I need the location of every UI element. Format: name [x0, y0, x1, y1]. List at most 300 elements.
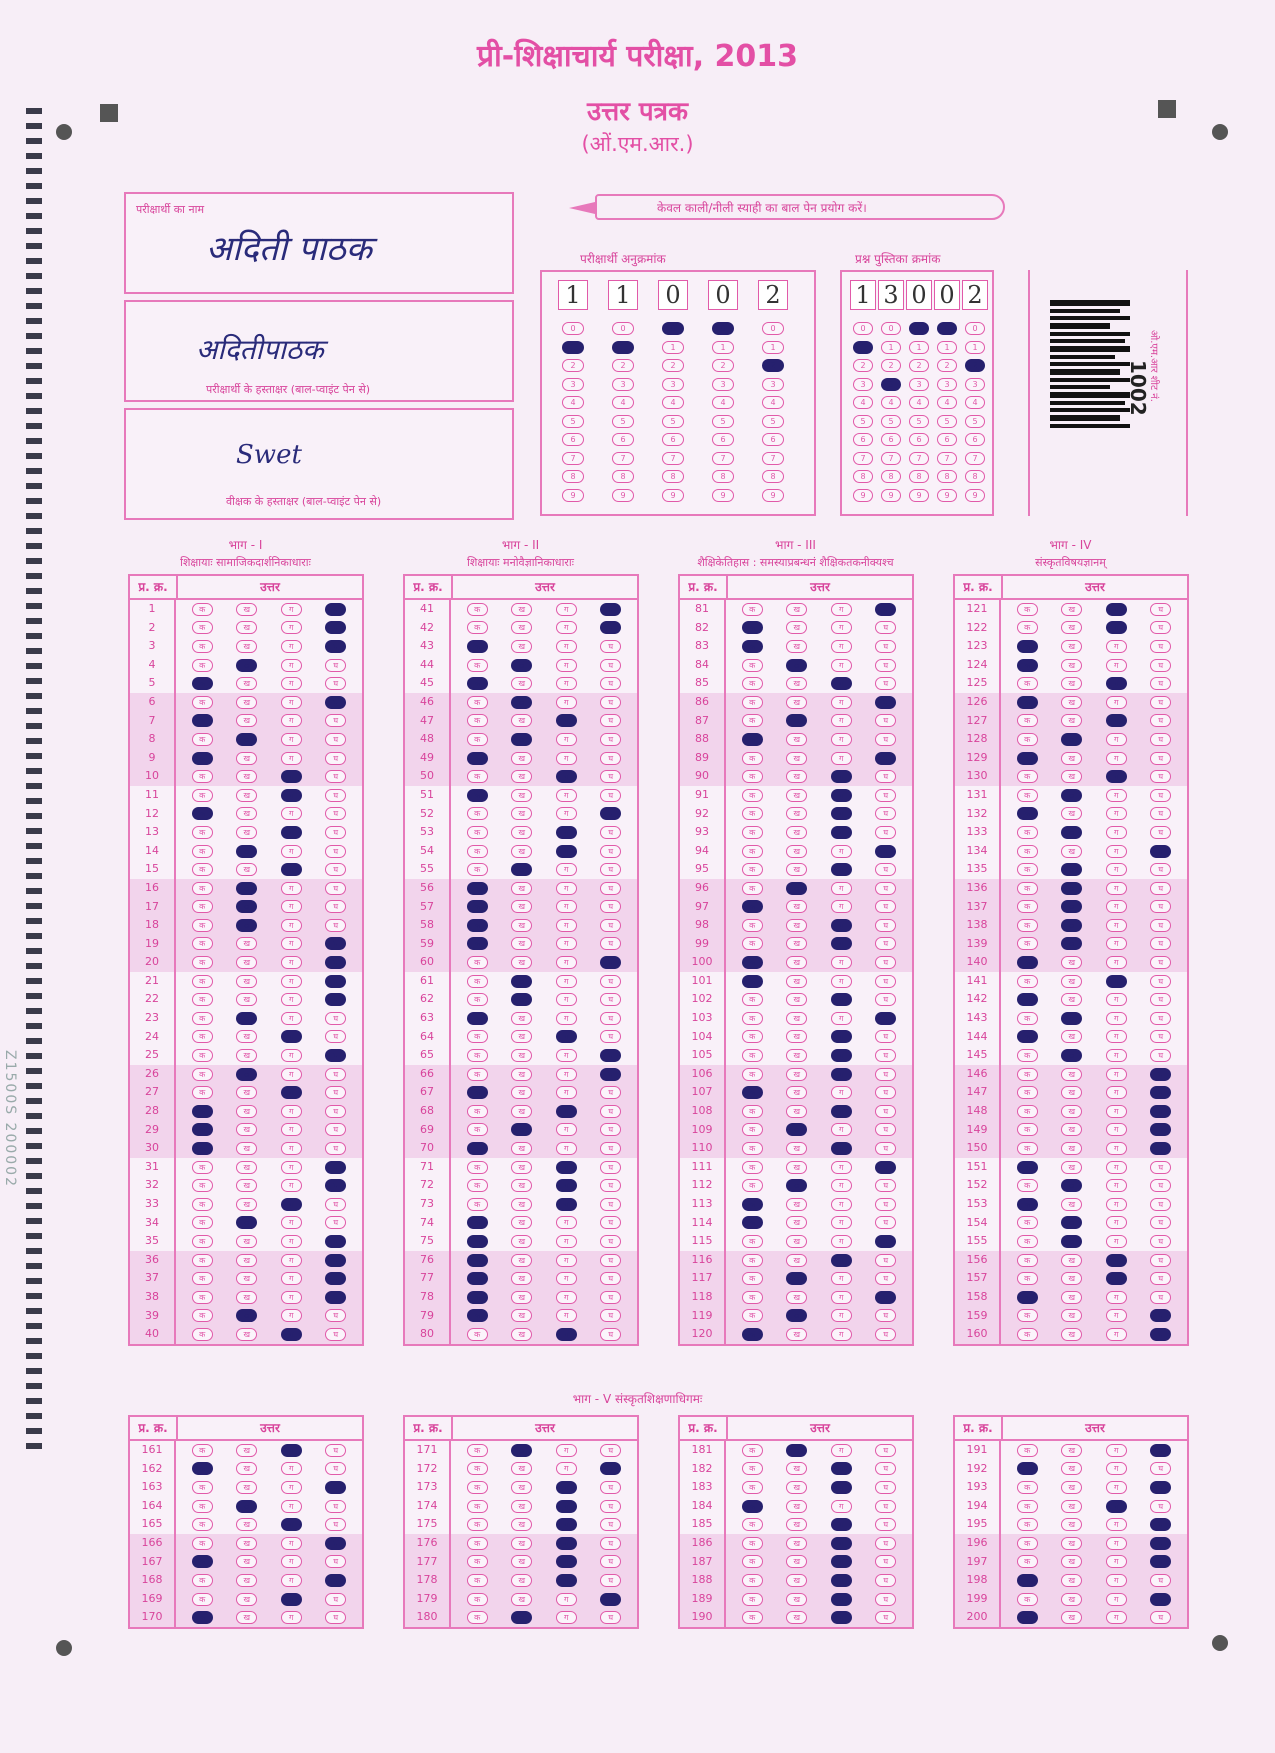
answer-bubble[interactable]: घ [875, 677, 896, 690]
digit-bubble[interactable]: 6 [909, 433, 929, 446]
answer-bubble[interactable]: घ [600, 770, 621, 783]
answer-bubble[interactable]: ख [786, 659, 807, 672]
answer-bubble[interactable]: ग [1106, 789, 1127, 802]
answer-bubble[interactable]: क [467, 603, 488, 616]
answer-bubble[interactable]: घ [600, 1161, 621, 1174]
answer-bubble[interactable]: घ [1150, 1555, 1171, 1568]
answer-bubble[interactable]: घ [600, 789, 621, 802]
digit-bubble[interactable]: 7 [762, 452, 784, 465]
answer-bubble[interactable]: घ [600, 826, 621, 839]
answer-bubble[interactable]: ख [786, 1500, 807, 1513]
digit-bubble[interactable]: 0 [937, 322, 957, 335]
answer-bubble[interactable]: घ [325, 1574, 346, 1587]
digit-bubble[interactable]: 8 [562, 470, 584, 483]
answer-bubble[interactable]: क [192, 1161, 213, 1174]
answer-bubble[interactable]: ग [281, 621, 302, 634]
answer-bubble[interactable]: घ [600, 993, 621, 1006]
answer-bubble[interactable]: क [742, 1049, 763, 1062]
answer-bubble[interactable]: ग [556, 789, 577, 802]
answer-bubble[interactable]: क [192, 1555, 213, 1568]
answer-bubble[interactable]: ख [1061, 659, 1082, 672]
answer-bubble[interactable]: घ [325, 1555, 346, 1568]
answer-bubble[interactable]: क [192, 1068, 213, 1081]
answer-bubble[interactable]: ग [281, 1328, 302, 1341]
answer-bubble[interactable]: ग [1106, 752, 1127, 765]
answer-bubble[interactable]: ग [556, 1235, 577, 1248]
answer-bubble[interactable]: ग [831, 677, 852, 690]
digit-bubble[interactable]: 5 [612, 415, 634, 428]
answer-bubble[interactable]: घ [1150, 770, 1171, 783]
answer-bubble[interactable]: क [192, 1086, 213, 1099]
answer-bubble[interactable]: ख [1061, 900, 1082, 913]
answer-bubble[interactable]: ख [1061, 1537, 1082, 1550]
answer-bubble[interactable]: घ [325, 677, 346, 690]
answer-bubble[interactable]: ख [1061, 1611, 1082, 1624]
answer-bubble[interactable]: ख [786, 714, 807, 727]
answer-bubble[interactable]: ख [1061, 1216, 1082, 1229]
answer-bubble[interactable]: घ [875, 956, 896, 969]
answer-bubble[interactable]: क [192, 975, 213, 988]
digit-bubble[interactable]: 3 [662, 378, 684, 391]
answer-bubble[interactable]: ग [556, 826, 577, 839]
answer-bubble[interactable]: क [467, 1462, 488, 1475]
answer-bubble[interactable]: घ [875, 1123, 896, 1136]
answer-bubble[interactable]: ग [556, 1537, 577, 1550]
answer-bubble[interactable]: ख [1061, 1462, 1082, 1475]
answer-bubble[interactable]: ग [281, 1254, 302, 1267]
answer-bubble[interactable]: ख [236, 1291, 257, 1304]
answer-bubble[interactable]: ख [1061, 1574, 1082, 1587]
answer-bubble[interactable]: ख [236, 659, 257, 672]
answer-bubble[interactable]: क [742, 993, 763, 1006]
answer-bubble[interactable]: ग [556, 975, 577, 988]
digit-bubble[interactable]: 5 [909, 415, 929, 428]
answer-bubble[interactable]: ग [281, 1216, 302, 1229]
answer-bubble[interactable]: ग [281, 1611, 302, 1624]
answer-bubble[interactable]: घ [1150, 1198, 1171, 1211]
digit-bubble[interactable]: 3 [909, 378, 929, 391]
answer-bubble[interactable]: क [467, 789, 488, 802]
digit-bubble[interactable]: 7 [562, 452, 584, 465]
answer-bubble[interactable]: घ [325, 937, 346, 950]
answer-bubble[interactable]: घ [600, 621, 621, 634]
answer-bubble[interactable]: क [467, 1537, 488, 1550]
answer-bubble[interactable]: घ [875, 1574, 896, 1587]
answer-bubble[interactable]: क [192, 826, 213, 839]
answer-bubble[interactable]: घ [1150, 1309, 1171, 1322]
answer-bubble[interactable]: ख [511, 1086, 532, 1099]
answer-bubble[interactable]: ग [556, 1142, 577, 1155]
answer-bubble[interactable]: ख [786, 603, 807, 616]
answer-bubble[interactable]: ख [511, 1518, 532, 1531]
answer-bubble[interactable]: क [1017, 975, 1038, 988]
digit-bubble[interactable]: 8 [909, 470, 929, 483]
answer-bubble[interactable]: क [742, 1086, 763, 1099]
answer-bubble[interactable]: क [742, 1574, 763, 1587]
answer-bubble[interactable]: ग [831, 714, 852, 727]
answer-bubble[interactable]: ख [1061, 1086, 1082, 1099]
digit-bubble[interactable]: 7 [881, 452, 901, 465]
answer-bubble[interactable]: घ [325, 1309, 346, 1322]
answer-bubble[interactable]: ख [786, 1555, 807, 1568]
digit-bubble[interactable]: 3 [881, 378, 901, 391]
answer-bubble[interactable]: घ [600, 1500, 621, 1513]
answer-bubble[interactable]: क [1017, 1049, 1038, 1062]
answer-bubble[interactable]: क [1017, 1161, 1038, 1174]
answer-bubble[interactable]: क [467, 621, 488, 634]
answer-bubble[interactable]: ख [511, 826, 532, 839]
answer-bubble[interactable]: ख [511, 696, 532, 709]
answer-bubble[interactable]: घ [600, 1291, 621, 1304]
answer-bubble[interactable]: ख [1061, 1105, 1082, 1118]
answer-bubble[interactable]: ग [1106, 1537, 1127, 1550]
answer-bubble[interactable]: ख [236, 1105, 257, 1118]
answer-bubble[interactable]: ख [236, 1030, 257, 1043]
answer-bubble[interactable]: क [1017, 1518, 1038, 1531]
answer-bubble[interactable]: ग [1106, 1555, 1127, 1568]
answer-bubble[interactable]: घ [600, 1105, 621, 1118]
digit-bubble[interactable]: 4 [562, 396, 584, 409]
answer-bubble[interactable]: ख [236, 900, 257, 913]
answer-bubble[interactable]: ख [511, 1481, 532, 1494]
answer-bubble[interactable]: ख [511, 1216, 532, 1229]
answer-bubble[interactable]: घ [875, 1105, 896, 1118]
answer-bubble[interactable]: ख [511, 937, 532, 950]
answer-bubble[interactable]: क [742, 1611, 763, 1624]
digit-bubble[interactable]: 0 [662, 322, 684, 335]
answer-bubble[interactable]: ख [786, 993, 807, 1006]
answer-bubble[interactable]: ग [1106, 1123, 1127, 1136]
answer-bubble[interactable]: ख [511, 807, 532, 820]
answer-bubble[interactable]: ग [831, 900, 852, 913]
answer-bubble[interactable]: क [742, 659, 763, 672]
answer-bubble[interactable]: क [467, 919, 488, 932]
answer-bubble[interactable]: ग [556, 1574, 577, 1587]
answer-bubble[interactable]: घ [600, 975, 621, 988]
answer-bubble[interactable]: घ [325, 603, 346, 616]
answer-bubble[interactable]: क [192, 1030, 213, 1043]
digit-bubble[interactable]: 1 [612, 341, 634, 354]
answer-bubble[interactable]: ख [236, 1161, 257, 1174]
answer-bubble[interactable]: ग [281, 770, 302, 783]
answer-bubble[interactable]: क [1017, 1254, 1038, 1267]
answer-bubble[interactable]: ख [786, 1086, 807, 1099]
answer-bubble[interactable]: ख [786, 900, 807, 913]
answer-bubble[interactable]: क [467, 1030, 488, 1043]
answer-bubble[interactable]: घ [325, 1142, 346, 1155]
answer-bubble[interactable]: क [1017, 1444, 1038, 1457]
answer-bubble[interactable]: ग [556, 937, 577, 950]
answer-bubble[interactable]: क [192, 1309, 213, 1322]
answer-bubble[interactable]: ग [831, 1123, 852, 1136]
answer-bubble[interactable]: घ [1150, 919, 1171, 932]
answer-bubble[interactable]: क [467, 863, 488, 876]
answer-bubble[interactable]: ग [831, 696, 852, 709]
answer-bubble[interactable]: क [1017, 1012, 1038, 1025]
answer-bubble[interactable]: घ [875, 1254, 896, 1267]
answer-bubble[interactable]: ग [556, 752, 577, 765]
answer-bubble[interactable]: ख [1061, 1309, 1082, 1322]
answer-bubble[interactable]: ख [786, 1518, 807, 1531]
answer-bubble[interactable]: घ [600, 1272, 621, 1285]
answer-bubble[interactable]: घ [1150, 1142, 1171, 1155]
answer-bubble[interactable]: ग [1106, 1030, 1127, 1043]
answer-bubble[interactable]: क [192, 733, 213, 746]
answer-bubble[interactable]: क [192, 1254, 213, 1267]
answer-bubble[interactable]: घ [1150, 714, 1171, 727]
answer-bubble[interactable]: ख [1061, 1444, 1082, 1457]
answer-bubble[interactable]: ख [786, 1328, 807, 1341]
answer-bubble[interactable]: ग [281, 993, 302, 1006]
answer-bubble[interactable]: क [1017, 956, 1038, 969]
answer-bubble[interactable]: घ [1150, 659, 1171, 672]
digit-bubble[interactable]: 2 [662, 359, 684, 372]
answer-bubble[interactable]: ग [831, 621, 852, 634]
answer-bubble[interactable]: घ [600, 919, 621, 932]
answer-bubble[interactable]: क [192, 1462, 213, 1475]
answer-bubble[interactable]: घ [1150, 1500, 1171, 1513]
answer-bubble[interactable]: घ [600, 1518, 621, 1531]
answer-bubble[interactable]: ख [236, 1518, 257, 1531]
answer-bubble[interactable]: ग [1106, 1500, 1127, 1513]
answer-bubble[interactable]: क [1017, 714, 1038, 727]
answer-bubble[interactable]: घ [325, 789, 346, 802]
answer-bubble[interactable]: क [192, 1105, 213, 1118]
answer-bubble[interactable]: ख [511, 659, 532, 672]
answer-bubble[interactable]: ख [511, 733, 532, 746]
answer-bubble[interactable]: ख [1061, 733, 1082, 746]
answer-bubble[interactable]: घ [325, 863, 346, 876]
answer-bubble[interactable]: घ [875, 1012, 896, 1025]
answer-bubble[interactable]: घ [1150, 1012, 1171, 1025]
answer-bubble[interactable]: ग [1106, 993, 1127, 1006]
answer-bubble[interactable]: घ [1150, 1291, 1171, 1304]
answer-bubble[interactable]: घ [1150, 1123, 1171, 1136]
digit-bubble[interactable]: 9 [853, 489, 873, 502]
answer-bubble[interactable]: घ [600, 1555, 621, 1568]
answer-bubble[interactable]: ग [831, 1291, 852, 1304]
answer-bubble[interactable]: क [742, 1593, 763, 1606]
answer-bubble[interactable]: क [1017, 1086, 1038, 1099]
answer-bubble[interactable]: ख [236, 714, 257, 727]
digit-bubble[interactable]: 7 [965, 452, 985, 465]
answer-bubble[interactable]: क [467, 1105, 488, 1118]
answer-bubble[interactable]: ख [511, 1309, 532, 1322]
answer-bubble[interactable]: ख [786, 1254, 807, 1267]
digit-bubble[interactable]: 1 [562, 341, 584, 354]
answer-bubble[interactable]: घ [325, 807, 346, 820]
answer-bubble[interactable]: ग [831, 1216, 852, 1229]
answer-bubble[interactable]: घ [325, 1462, 346, 1475]
answer-bubble[interactable]: ग [556, 1272, 577, 1285]
answer-bubble[interactable]: ग [1106, 1049, 1127, 1062]
answer-bubble[interactable]: ग [556, 1161, 577, 1174]
answer-bubble[interactable]: ग [281, 659, 302, 672]
digit-bubble[interactable]: 7 [937, 452, 957, 465]
answer-bubble[interactable]: क [192, 770, 213, 783]
answer-bubble[interactable]: ग [831, 1309, 852, 1322]
answer-bubble[interactable]: ग [281, 807, 302, 820]
answer-bubble[interactable]: ख [786, 1030, 807, 1043]
answer-bubble[interactable]: ग [556, 1030, 577, 1043]
answer-bubble[interactable]: घ [875, 1328, 896, 1341]
answer-bubble[interactable]: घ [875, 1030, 896, 1043]
answer-bubble[interactable]: क [467, 1444, 488, 1457]
answer-bubble[interactable]: ग [1106, 1444, 1127, 1457]
answer-bubble[interactable]: क [1017, 603, 1038, 616]
answer-bubble[interactable]: घ [1150, 1462, 1171, 1475]
digit-bubble[interactable]: 6 [612, 433, 634, 446]
answer-bubble[interactable]: क [1017, 677, 1038, 690]
answer-bubble[interactable]: घ [325, 1500, 346, 1513]
answer-bubble[interactable]: क [742, 621, 763, 634]
answer-bubble[interactable]: क [742, 956, 763, 969]
answer-bubble[interactable]: ग [281, 1105, 302, 1118]
answer-bubble[interactable]: घ [325, 1216, 346, 1229]
answer-bubble[interactable]: घ [325, 1328, 346, 1341]
answer-bubble[interactable]: ख [786, 975, 807, 988]
answer-bubble[interactable]: ख [786, 1272, 807, 1285]
answer-bubble[interactable]: घ [875, 770, 896, 783]
answer-bubble[interactable]: घ [600, 1123, 621, 1136]
answer-bubble[interactable]: ख [786, 696, 807, 709]
answer-bubble[interactable]: घ [1150, 1235, 1171, 1248]
digit-bubble[interactable]: 0 [712, 322, 734, 335]
answer-bubble[interactable]: घ [1150, 1254, 1171, 1267]
answer-bubble[interactable]: क [192, 677, 213, 690]
answer-bubble[interactable]: घ [875, 1086, 896, 1099]
answer-bubble[interactable]: ख [511, 1462, 532, 1475]
answer-bubble[interactable]: ख [1061, 1593, 1082, 1606]
answer-bubble[interactable]: ग [556, 1254, 577, 1267]
answer-bubble[interactable]: ग [281, 1086, 302, 1099]
digit-bubble[interactable]: 8 [853, 470, 873, 483]
answer-bubble[interactable]: ख [236, 1049, 257, 1062]
answer-bubble[interactable]: ग [281, 1030, 302, 1043]
answer-bubble[interactable]: ग [281, 900, 302, 913]
answer-bubble[interactable]: घ [325, 1086, 346, 1099]
answer-bubble[interactable]: ख [236, 956, 257, 969]
answer-bubble[interactable]: घ [1150, 1444, 1171, 1457]
answer-bubble[interactable]: ख [786, 1537, 807, 1550]
answer-bubble[interactable]: घ [325, 1030, 346, 1043]
answer-bubble[interactable]: क [192, 752, 213, 765]
answer-bubble[interactable]: क [467, 677, 488, 690]
answer-bubble[interactable]: ग [281, 1179, 302, 1192]
answer-bubble[interactable]: क [467, 956, 488, 969]
answer-bubble[interactable]: ग [1106, 1179, 1127, 1192]
answer-bubble[interactable]: ग [831, 770, 852, 783]
digit-bubble[interactable]: 8 [762, 470, 784, 483]
answer-bubble[interactable]: ख [236, 1235, 257, 1248]
answer-bubble[interactable]: क [467, 1161, 488, 1174]
answer-bubble[interactable]: ग [831, 1500, 852, 1513]
digit-bubble[interactable]: 2 [909, 359, 929, 372]
answer-bubble[interactable]: ख [1061, 1328, 1082, 1341]
answer-bubble[interactable]: ख [1061, 603, 1082, 616]
answer-bubble[interactable]: ख [236, 1537, 257, 1550]
answer-bubble[interactable]: घ [600, 1012, 621, 1025]
answer-bubble[interactable]: क [1017, 1272, 1038, 1285]
answer-bubble[interactable]: ख [236, 1555, 257, 1568]
digit-bubble[interactable]: 4 [662, 396, 684, 409]
answer-bubble[interactable]: ग [1106, 1068, 1127, 1081]
answer-bubble[interactable]: ख [236, 1198, 257, 1211]
answer-bubble[interactable]: क [192, 1500, 213, 1513]
answer-bubble[interactable]: घ [600, 714, 621, 727]
answer-bubble[interactable]: ग [556, 621, 577, 634]
digit-bubble[interactable]: 5 [662, 415, 684, 428]
answer-bubble[interactable]: घ [875, 1049, 896, 1062]
answer-bubble[interactable]: ग [831, 752, 852, 765]
answer-bubble[interactable]: घ [1150, 1611, 1171, 1624]
answer-bubble[interactable]: ख [236, 1123, 257, 1136]
answer-bubble[interactable]: ग [556, 1198, 577, 1211]
answer-bubble[interactable]: ख [511, 1537, 532, 1550]
answer-bubble[interactable]: ग [281, 1518, 302, 1531]
answer-bubble[interactable]: ख [1061, 1555, 1082, 1568]
answer-bubble[interactable]: घ [600, 882, 621, 895]
answer-bubble[interactable]: ख [1061, 919, 1082, 932]
answer-bubble[interactable]: ग [1106, 621, 1127, 634]
answer-bubble[interactable]: क [742, 1481, 763, 1494]
answer-bubble[interactable]: क [1017, 1179, 1038, 1192]
answer-bubble[interactable]: क [467, 1068, 488, 1081]
answer-bubble[interactable]: ग [556, 603, 577, 616]
answer-bubble[interactable]: ग [1106, 826, 1127, 839]
answer-bubble[interactable]: ग [281, 1161, 302, 1174]
digit-bubble[interactable]: 8 [612, 470, 634, 483]
answer-bubble[interactable]: ग [556, 807, 577, 820]
answer-bubble[interactable]: क [467, 1481, 488, 1494]
answer-bubble[interactable]: ख [511, 677, 532, 690]
answer-bubble[interactable]: घ [325, 659, 346, 672]
answer-bubble[interactable]: घ [325, 640, 346, 653]
digit-bubble[interactable]: 8 [937, 470, 957, 483]
answer-bubble[interactable]: ग [1106, 1198, 1127, 1211]
digit-bubble[interactable]: 5 [965, 415, 985, 428]
answer-bubble[interactable]: क [192, 882, 213, 895]
answer-bubble[interactable]: घ [600, 752, 621, 765]
answer-bubble[interactable]: क [742, 1537, 763, 1550]
digit-bubble[interactable]: 6 [762, 433, 784, 446]
answer-bubble[interactable]: क [742, 1142, 763, 1155]
answer-bubble[interactable]: घ [1150, 826, 1171, 839]
digit-bubble[interactable]: 3 [853, 378, 873, 391]
answer-bubble[interactable]: क [1017, 1030, 1038, 1043]
answer-bubble[interactable]: ख [236, 1142, 257, 1155]
answer-bubble[interactable]: ग [281, 845, 302, 858]
answer-bubble[interactable]: ग [281, 733, 302, 746]
answer-bubble[interactable]: ख [511, 1328, 532, 1341]
answer-bubble[interactable]: ख [786, 919, 807, 932]
answer-bubble[interactable]: ग [281, 919, 302, 932]
answer-bubble[interactable]: ग [1106, 1309, 1127, 1322]
answer-bubble[interactable]: क [742, 640, 763, 653]
digit-bubble[interactable]: 4 [965, 396, 985, 409]
answer-bubble[interactable]: ख [236, 1216, 257, 1229]
answer-bubble[interactable]: ग [556, 919, 577, 932]
answer-bubble[interactable]: ग [831, 1555, 852, 1568]
answer-bubble[interactable]: ख [786, 1291, 807, 1304]
digit-bubble[interactable]: 1 [853, 341, 873, 354]
digit-bubble[interactable]: 2 [762, 359, 784, 372]
answer-bubble[interactable]: क [1017, 770, 1038, 783]
answer-bubble[interactable]: ख [1061, 1068, 1082, 1081]
answer-bubble[interactable]: ख [1061, 1235, 1082, 1248]
answer-bubble[interactable]: क [742, 1518, 763, 1531]
answer-bubble[interactable]: क [467, 1216, 488, 1229]
